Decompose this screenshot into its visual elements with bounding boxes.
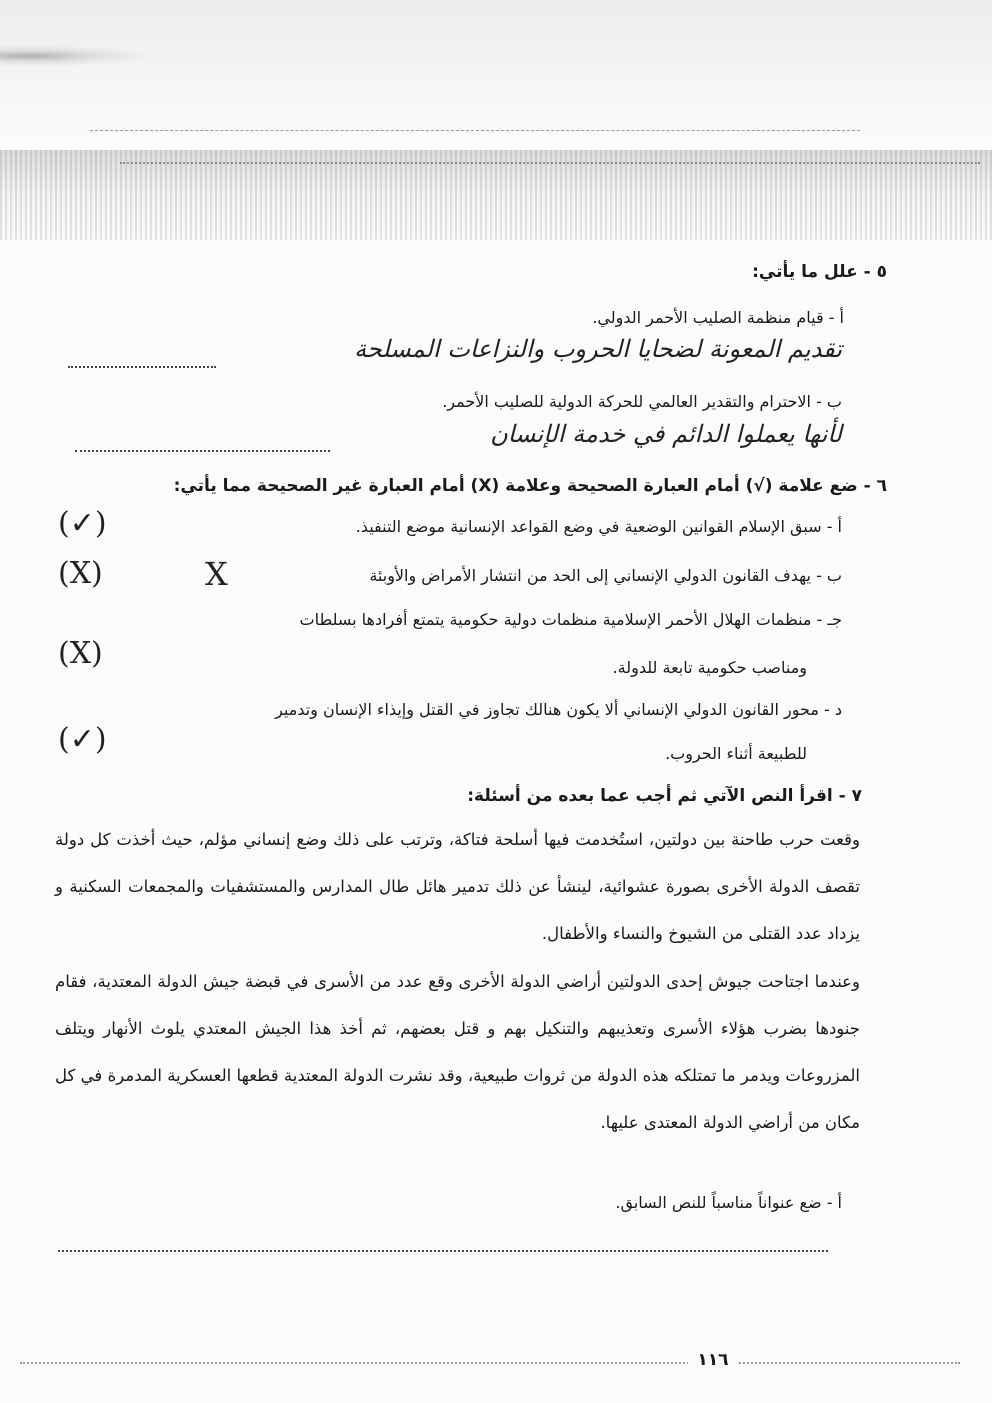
q6-item-b: ب - يهدف القانون الدولي الإنساني إلى الحد من انتشار الأمراض والأوبئة	[369, 566, 842, 585]
q5-answer-a-dots	[68, 366, 216, 368]
q6-item-c-line1: جـ - منظمات الهلال الأحمر الإسلامية منظمات دولية حكومية يتمتع أفرادها بسلطات	[299, 610, 842, 629]
q6-item-d-line1: د - محور القانون الدولي الإنساني ألا يكون هنالك تجاوز في القتل وإيذاء الإنسان وتدمير	[275, 700, 842, 719]
q6-item-c-line2: ومناصب حكومية تابعة للدولة.	[612, 658, 807, 677]
q6-title: ٦ - ضع علامة (√) أمام العبارة الصحيحة وعلامة (X) أمام العبارة غير الصحيحة مما يأتي:	[173, 476, 887, 496]
q6-item-b-strike-mark: X	[205, 555, 228, 593]
q6-item-d-line2: للطبيعة أثناء الحروب.	[665, 744, 807, 763]
q5-answer-a: تقديم المعونة لضحايا الحروب والنزاعات المسلحة	[354, 335, 842, 363]
q7-paragraph-2: وعندما اجتاحت جيوش إحدى الدولتين أراضي الدولة الأخرى وقع عدد من الأسرى في قبضة جيش الدولة المعتدية، فقام جنودها بضرب هؤلاء الأسرى وتعذيبهم والتنكيل بهم و قتل بعضهم، ثم أخذ هذا الجيش المعتدي يلوث الأنهار ويتلف المزروعات ويدمر ما تمتلكه هذه الدولة من ثروات طبيعية، وقد نشرت الدولة المعتدية قطعها العسكرية المدمرة في كل مكان من أراضي الدولة المعتدى عليها.	[55, 972, 860, 1132]
q6-item-b-mark: (X)	[58, 556, 103, 591]
q7-answer-a-dots	[58, 1250, 828, 1252]
q5-answer-b: لأنها يعملوا الدائم في خدمة الإنسان	[490, 420, 842, 448]
q6-item-d-mark: (✓)	[58, 722, 107, 757]
q7-item-a: أ - ضع عنواناً مناسباً للنص السابق.	[615, 1193, 842, 1212]
q5-item-a: أ - قيام منظمة الصليب الأحمر الدولي.	[592, 308, 844, 327]
page-number: ١١٦	[688, 1350, 738, 1378]
scan-shadow-top	[0, 0, 992, 140]
q6-item-a-mark: (✓)	[58, 506, 107, 541]
q5-answer-b-dots	[75, 450, 330, 452]
footer-rule	[20, 1362, 960, 1364]
q6-item-c-mark: (X)	[58, 636, 103, 671]
header-dotted-rule	[120, 162, 980, 164]
q6-item-a: أ - سبق الإسلام القوانين الوضعية في وضع القواعد الإنسانية موضع التنفيذ.	[355, 517, 842, 536]
header-divider	[90, 130, 860, 131]
q7-paragraph-1: وقعت حرب طاحنة بين دولتين، استُخدمت فيها أسلحة فتاكة، وترتب على ذلك وضع إنساني مؤلم، حيث أخذت كل دولة تقصف الدولة الأخرى بصورة عشوائية، لينشأ عن ذلك تدمير هائل طال المدارس والمستشفيات والمجمعات السكنية و يزداد عدد القتلى من الشيوخ والنساء والأطفال.	[55, 830, 860, 943]
q5-title: ٥ - علل ما يأتي:	[752, 262, 887, 282]
q7-title: ٧ - اقرأ النص الآتي ثم أجب عما بعده من أسئلة:	[467, 786, 862, 806]
q5-item-b: ب - الاحترام والتقدير العالمي للحركة الدولية للصليب الأحمر.	[442, 392, 842, 411]
